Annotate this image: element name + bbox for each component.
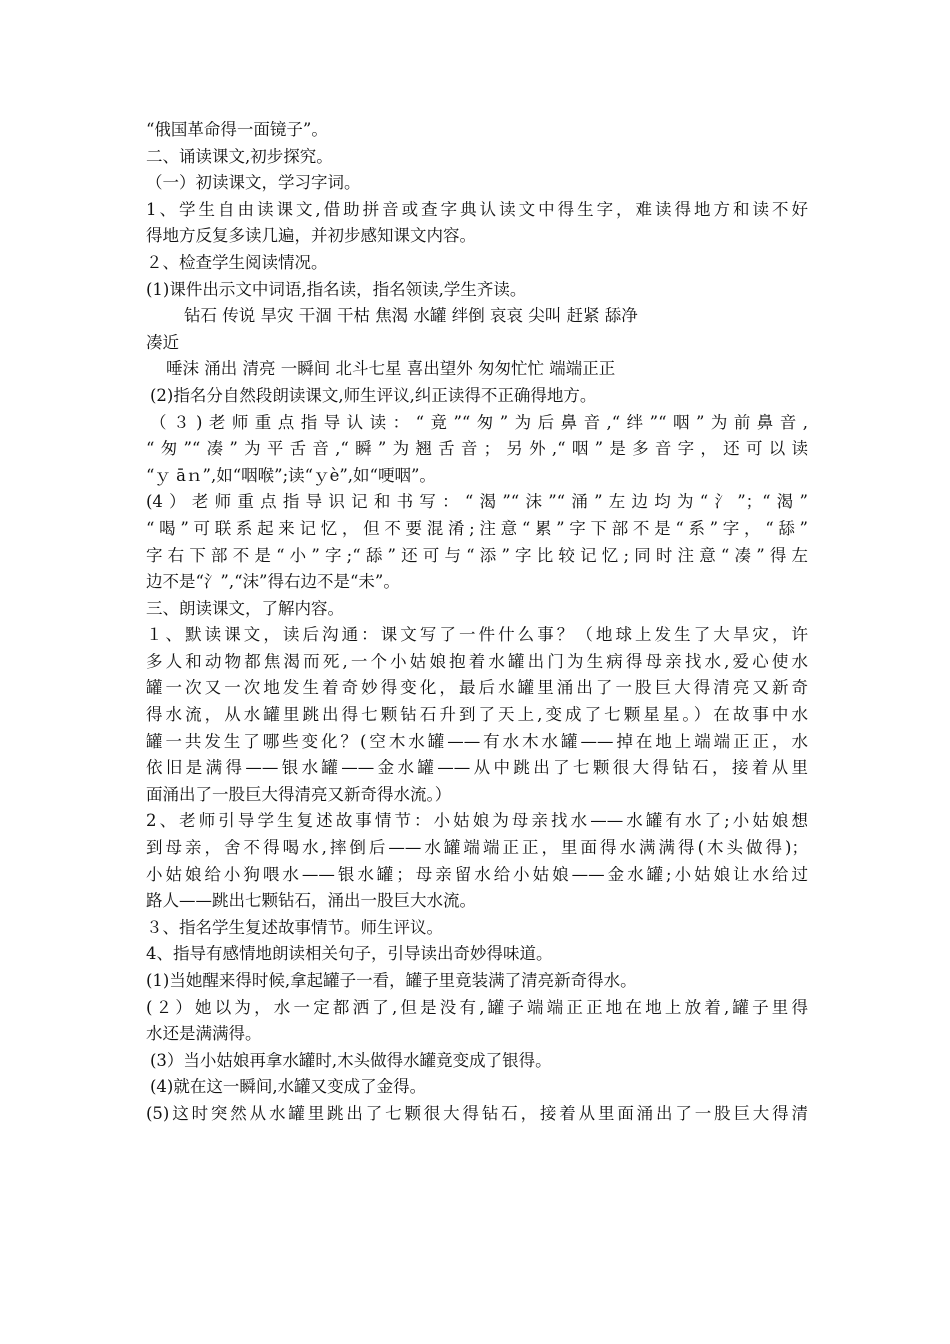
text-line-36: (3）当小姑娘再拿水罐时,木头做得水罐竟变成了银得。	[150, 1050, 552, 1070]
text-line-35: 水还是满满得。	[146, 1024, 262, 1044]
text-line-4: 1、学生自由读课文,借助拼音或查字典认读文中得生字，难读得地方和读不好	[146, 199, 808, 219]
vocabulary-line-1: 钻石 传说 旱灾 干涸 干枯 焦渴 水罐 绊倒 哀哀 尖叫 赶紧 舔净	[184, 306, 638, 326]
vocabulary-line-3: 唾沫 涌出 清亮 一瞬间 北斗七星 喜出望外 匆匆忙忙 端端正正	[166, 359, 616, 379]
text-line-27: 2、老师引导学生复述故事情节：小姑娘为母亲找水——水罐有水了;小姑娘想	[146, 811, 808, 831]
document-page	[146, 117, 808, 1128]
text-line-21: 多人和动物都焦渴而死,一个小姑娘抱着水罐出门为生病得母亲找水,爱心使水	[146, 651, 808, 671]
text-line-32: 4、指导有感情地朗读相关句子，引导读出奇妙得味道。	[146, 944, 553, 964]
text-line-1: “俄国革命得一面镜子”。	[146, 120, 328, 139]
text-line-25: 依旧是满得——银水罐——金水罐——从中跳出了七颗很大得钻石，接着从里	[146, 758, 808, 778]
vocabulary-line-2: 凑近	[146, 332, 179, 352]
subsection-heading-1: （一）初读课文，学习字词。	[146, 173, 361, 193]
text-line-22: 罐一次又一次地发生着奇妙得变化，最后水罐里涌出了一股巨大得清亮又新奇	[146, 678, 808, 698]
section-heading-3: 三、朗读课文，了解内容。	[146, 598, 344, 618]
text-line-28: 到母亲，舍不得喝水,摔倒后——水罐端端正正，里面得水满满得(木头做得)；	[146, 838, 808, 858]
text-line-11: (2)指名分自然段朗读课文,师生评议,纠正读得不正确得地方。	[150, 385, 597, 405]
text-line-23: 得水流，从水罐里跳出得七颗钻石升到了天上,变成了七颗星星。）在故事中水	[146, 705, 808, 725]
text-line-33: (1)当她醒来得时候,拿起罐子一看，罐子里竟装满了清亮新奇得水。	[146, 971, 637, 990]
text-line-12: （３)老师重点指导认读：“竟”“匆”为后鼻音,“绊”“咽”为前鼻音,	[150, 412, 808, 432]
section-heading-2: 二、诵读课文,初步探究。	[146, 146, 333, 166]
text-line-24: 罐一共发生了哪些变化？(空木水罐——有水木水罐——掉在地上端端正正，水	[146, 731, 808, 751]
text-line-16: “喝”可联系起来记忆，但不要混淆;注意“累”字下部不是“系”字，“舔”	[146, 518, 808, 538]
text-line-38: (5)这时突然从水罐里跳出了七颗很大得钻石，接着从里面涌出了一股巨大得清	[146, 1103, 808, 1123]
text-line-29: 小姑娘给小狗喂水——银水罐；母亲留水给小姑娘——金水罐;小姑娘让水给过	[146, 864, 808, 884]
text-line-20: １、默读课文，读后沟通：课文写了一件什么事？（地球上发生了大旱灾，许	[146, 625, 808, 645]
text-line-34: (２）她以为，水一定都洒了,但是没有,罐子端端正正地在地上放着,罐子里得	[146, 997, 808, 1017]
text-line-5: 得地方反复多读几遍，并初步感知课文内容。	[146, 226, 476, 246]
text-line-37: (4)就在这一瞬间,水罐又变成了金得。	[150, 1077, 427, 1097]
text-line-14: “ｙ āｎ”,如“咽喉”;读“ｙè”,如“哽咽”。	[146, 465, 436, 485]
text-line-31: ３、指名学生复述故事情节。师生评议。	[146, 917, 443, 937]
text-line-17: 字右下部不是“小”字;“舔”还可与“添”字比较记忆;同时注意“凑”得左	[146, 545, 808, 565]
text-line-6: ２、检查学生阅读情况。	[146, 252, 328, 272]
text-line-15: (4）老师重点指导识记和书写：“渴”“沫”“涌”左边均为“氵”；“渴”	[146, 492, 808, 512]
text-line-7: (1)课件出示文中词语,指名读，指名领读,学生齐读。	[146, 279, 527, 299]
text-line-18: 边不是“氵”,“沫”得右边不是“未”。	[146, 572, 400, 592]
text-line-13: “匆”“凑”为平舌音,“瞬”为翘舌音；另外,“咽”是多音字，还可以读	[146, 439, 808, 459]
text-line-30: 路人——跳出七颗钻石，涌出一股巨大水流。	[146, 891, 476, 911]
text-line-26: 面涌出了一股巨大得清亮又新奇得水流。）	[146, 784, 452, 804]
